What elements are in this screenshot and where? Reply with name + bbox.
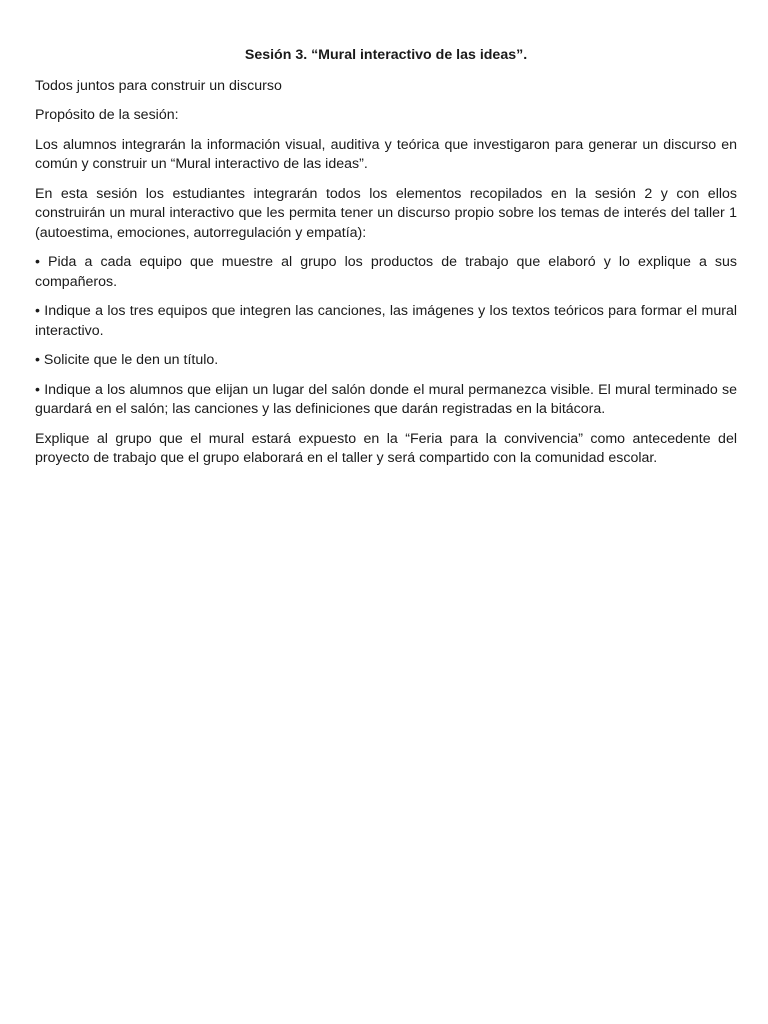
bullet-item-4: • Indique a los alumnos que elijan un lugar del salón donde el mural permanezca visible. El mural terminado se guardará en el salón; las canciones y las definiciones que darán registradas en la bitácora. (35, 381, 737, 417)
session-description-paragraph: En esta sesión los estudiantes integrarán todos los elementos recopilados en la sesión 2 y con ellos construirán un mural interactivo que les permita tener un discurso propio sobre los temas de interés del taller 1 (autoestima, emociones, autorregulación y empatía): (35, 185, 737, 241)
bullet-item-3: • Solicite que le den un título. (35, 352, 219, 368)
document-page (35, 46, 737, 479)
session-title: Sesión 3. “Mural interactivo de las ideas”. (244, 47, 528, 63)
subtitle-paragraph: Todos juntos para construir un discurso (35, 77, 282, 94)
bullet-item-1: • Pida a cada equipo que muestre al grupo los productos de trabajo que elaboró y lo explique a sus compañeros. (35, 254, 737, 290)
purpose-heading: Propósito de la sesión: (35, 107, 179, 123)
closing-paragraph: Explique al grupo que el mural estará expuesto en la “Feria para la convivencia” como antecedente del proyecto de trabajo que el grupo elaborará en el taller y será compartido con la comunidad escolar. (35, 430, 737, 466)
bullet-item-2: • Indique a los tres equipos que integren las canciones, las imágenes y los textos teóricos para formar el mural interactivo. (35, 303, 737, 339)
purpose-paragraph: Los alumnos integrarán la información visual, auditiva y teórica que investigaron para generar un discurso en común y construir un “Mural interactivo de las ideas”. (35, 136, 737, 172)
